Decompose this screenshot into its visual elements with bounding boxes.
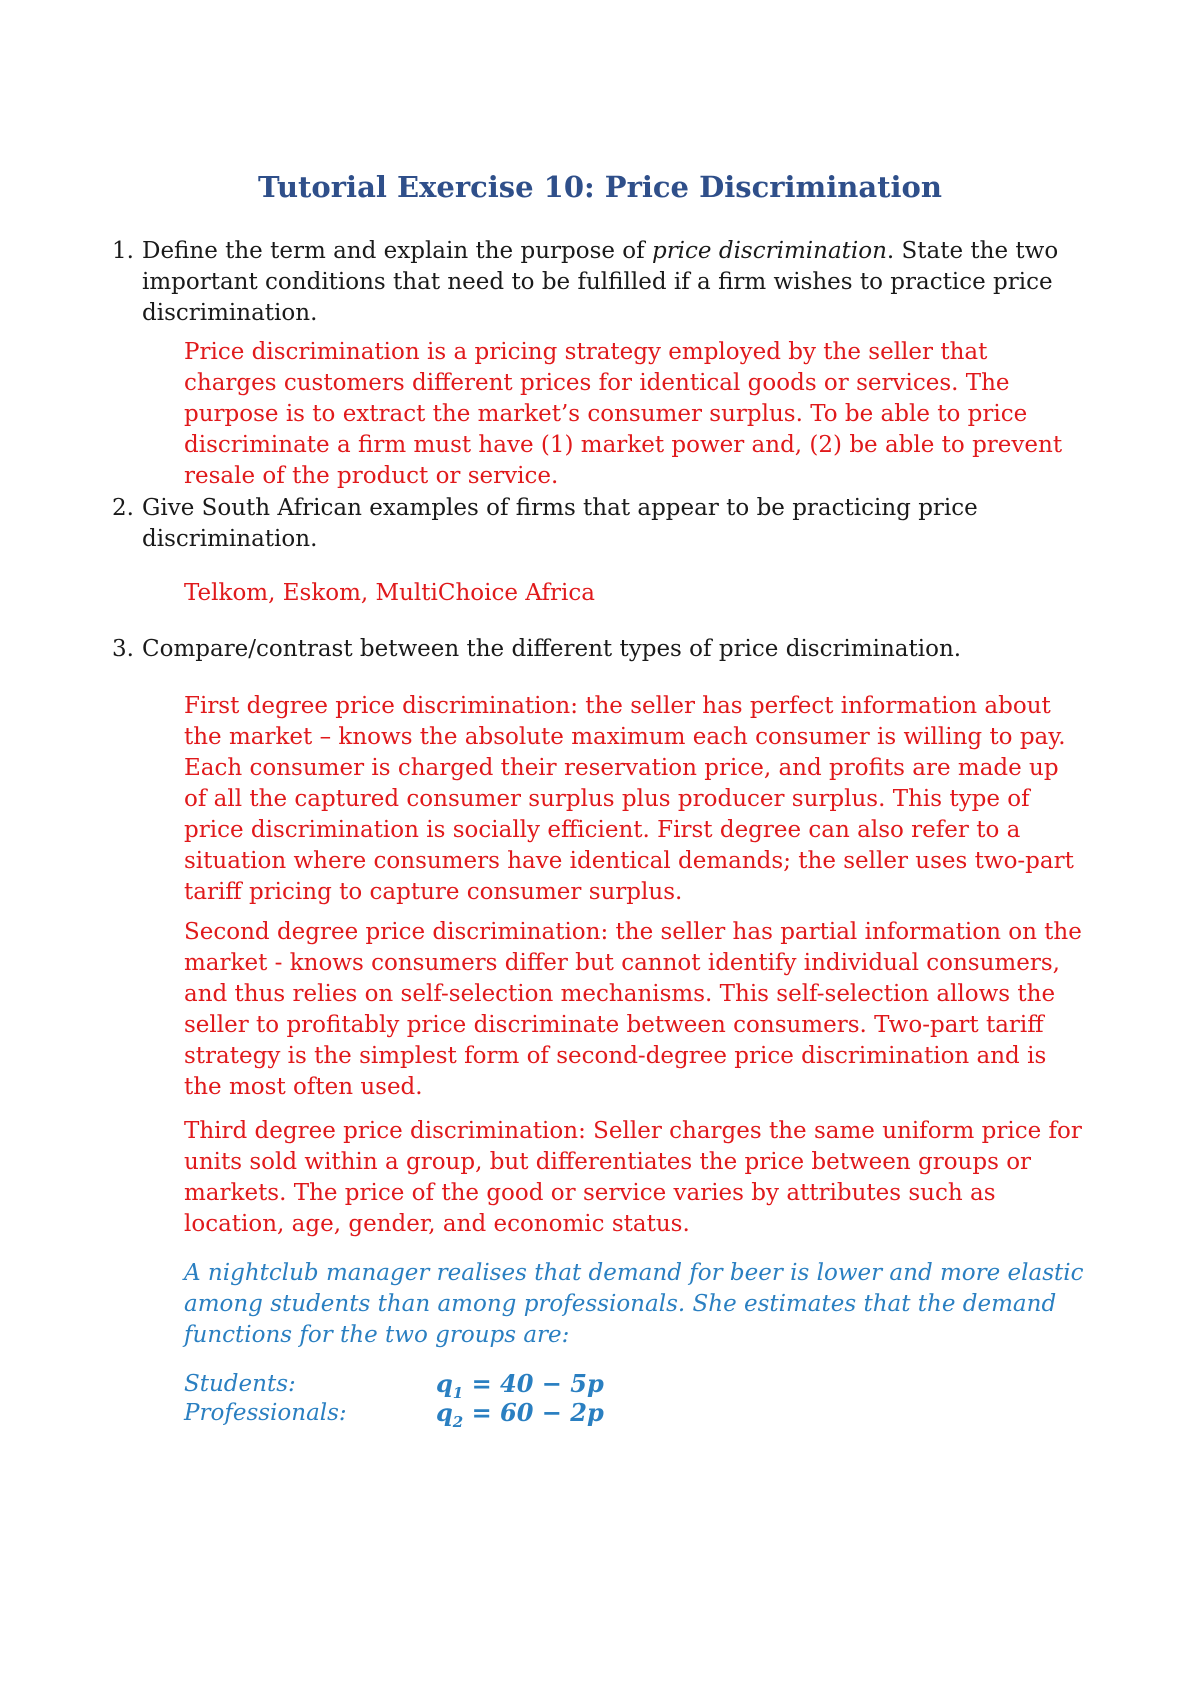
- question-number: 2.: [112, 495, 134, 521]
- answer-3-first-degree: First degree price discrimination: the seller has perfect information about the market – knows the absolute maximum each consumer is willing to pay. Each consumer is charged their reservation price, and profits are made up of all the captured consumer surplus plus producer surplus. This type of price discrimination is socially efficient. First degree can also refer to a situation where consumers have identical demands; the seller uses two-part tariff pricing to capture consumer surplus.: [184, 693, 1074, 905]
- students-label: Students:: [184, 1371, 296, 1397]
- equation-subscript: 1: [452, 1383, 464, 1402]
- answer-3-third-degree: Third degree price discrimination: Seller charges the same uniform price for units sold within a group, but differentiates the price between groups or markets. The price of the good or service varies by attributes such as location, age, gender, and economic status.: [184, 1118, 1082, 1237]
- equation-rhs: = 60 − 2p: [463, 1398, 604, 1427]
- question-3: [112, 634, 1082, 665]
- question-text: [142, 238, 1058, 326]
- professionals-label: Professionals:: [184, 1400, 347, 1426]
- scenario-text: A nightclub manager realises that demand for beer is lower and more elastic among students than among professionals. She estimates that the demand functions for the two groups are:: [184, 1260, 1084, 1348]
- question-text: Compare/contrast between the different types of price discrimination.: [142, 636, 962, 662]
- question-text-part: . State the two important conditions that need to be fulfilled if a firm wishes to practice price discrimination.: [142, 238, 1059, 326]
- question-2: [112, 493, 1082, 555]
- equation-variable: q: [436, 1369, 453, 1398]
- question-text: Give South African examples of firms that appear to be practicing price discrimination.: [142, 495, 978, 552]
- question-number: 1.: [112, 238, 134, 264]
- document-title: Tutorial Exercise 10: Price Discrimination: [258, 170, 942, 204]
- professionals-equation: [436, 1398, 604, 1431]
- question-number: 3.: [112, 636, 134, 662]
- answer-1: Price discrimination is a pricing strategy employed by the seller that charges customers different prices for identical goods or services. The purpose is to extract the market’s consumer surplus. To be able to price discriminate a firm must have (1) market power and, (2) be able to prevent resale of the product or service.: [184, 339, 1063, 489]
- equation-rhs: = 40 − 5p: [463, 1369, 604, 1398]
- answer-2: Telkom, Eskom, MultiChoice Africa: [184, 580, 595, 606]
- question-text-part: Define the term and explain the purpose of: [142, 238, 652, 264]
- students-equation: [436, 1369, 604, 1402]
- equation-variable: q: [436, 1398, 453, 1427]
- equation-subscript: 2: [452, 1412, 464, 1431]
- question-term-italic: price discrimination: [651, 238, 887, 264]
- answer-3-second-degree: Second degree price discrimination: the seller has partial information on the market - knows consumers differ but cannot identify individual consumers, and thus relies on self-selection mechanisms. This self-selection allows the seller to profitably price discriminate between consumers. Two-part tariff strategy is the simplest form of second-degree price discrimination and is the most often used.: [184, 919, 1082, 1100]
- question-1: [112, 236, 1082, 329]
